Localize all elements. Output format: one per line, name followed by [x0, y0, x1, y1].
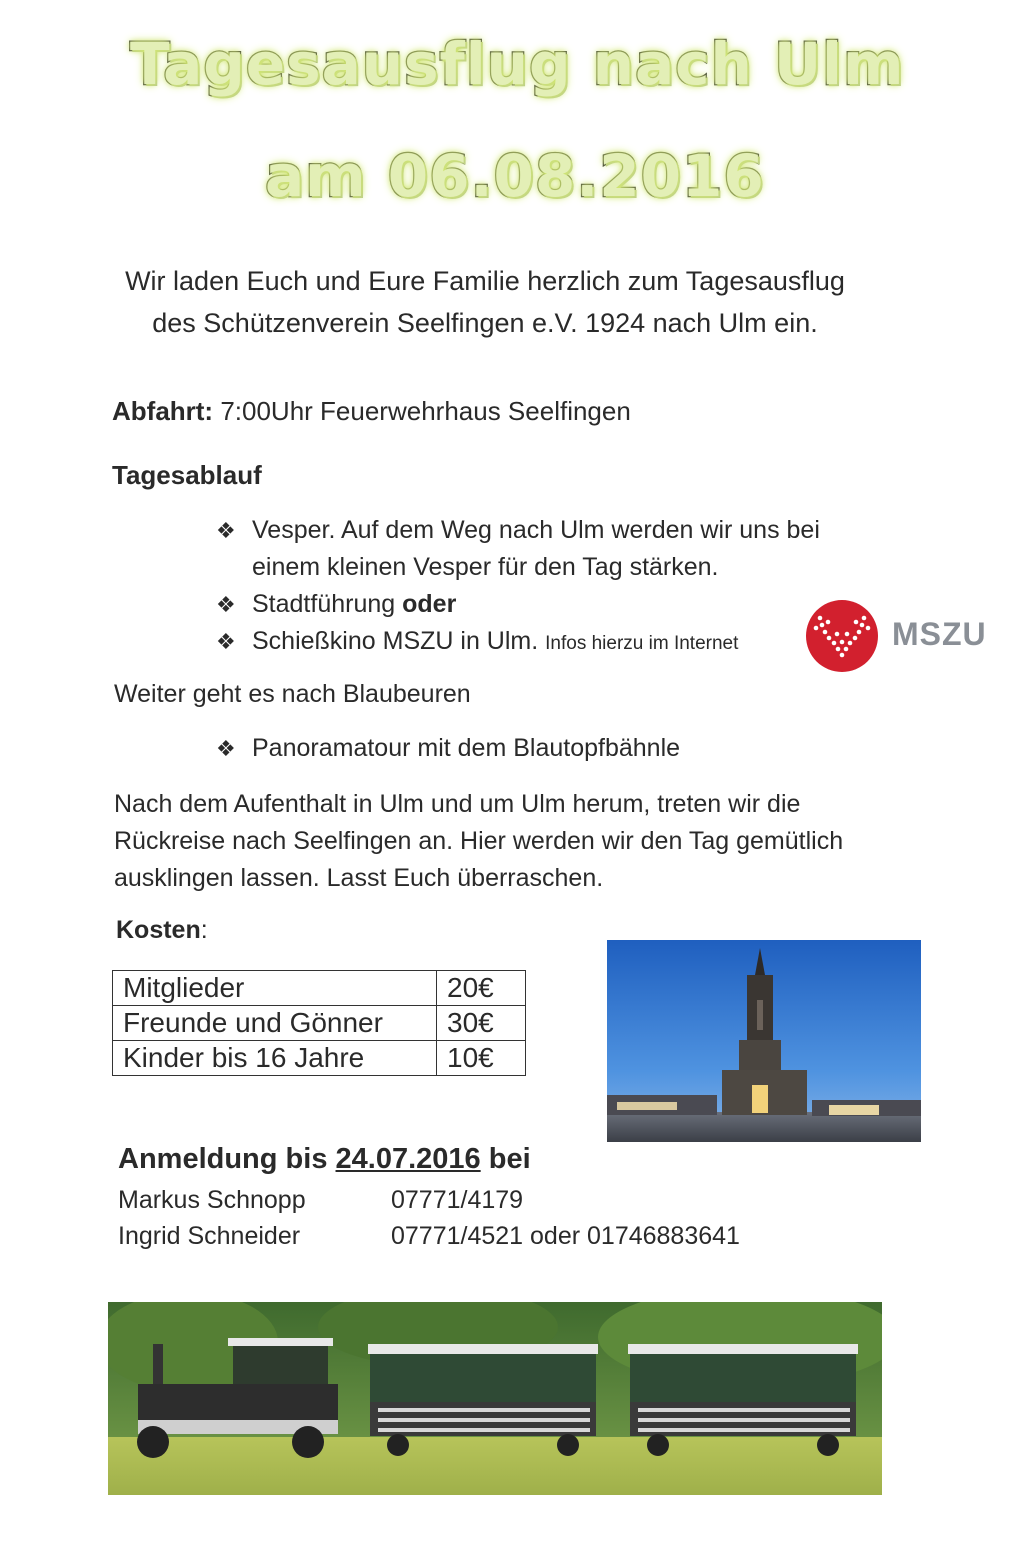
- return-paragraph: [114, 786, 934, 897]
- registration-date: 24.07.2016: [335, 1143, 481, 1175]
- table-row: [113, 1041, 526, 1076]
- title-line-2: am 06.08.2016: [265, 142, 765, 210]
- list-item: [216, 730, 680, 767]
- bullet-icon: ❖: [216, 592, 236, 617]
- item3-text: Schießkino MSZU in Ulm.: [252, 627, 539, 655]
- contact-row: [118, 1218, 740, 1254]
- list-item: [216, 512, 916, 586]
- contact-phone: 07771/4521 oder 01746883641: [391, 1222, 740, 1250]
- schedule-list-2: [216, 730, 680, 767]
- contact-row: [118, 1182, 740, 1218]
- cost-group: Mitglieder: [113, 971, 437, 1006]
- bullet-icon: ❖: [216, 518, 236, 543]
- ulm-minster-photo: [607, 940, 921, 1142]
- return-line-1: Nach dem Aufenthalt in Ulm und um Ulm herum, treten wir die: [114, 790, 801, 818]
- item2-bold: oder: [402, 590, 457, 618]
- cost-price: 30€: [437, 1006, 526, 1041]
- cost-price: 20€: [437, 971, 526, 1006]
- registration-prefix: Anmeldung bis: [118, 1143, 328, 1175]
- title-line-1: Tagesausflug nach Ulm: [130, 30, 905, 98]
- return-line-2: Rückreise nach Seelfingen an. Hier werden wir den Tag gemütlich: [114, 827, 844, 855]
- costs-label: Kosten: [116, 916, 201, 944]
- return-line-3: ausklingen lassen. Lasst Euch überraschen.: [114, 864, 604, 892]
- intro-text: [35, 260, 935, 344]
- item1-line2: einem kleinen Vesper für den Tag stärken.: [252, 553, 719, 581]
- table-row: [113, 971, 526, 1006]
- contact-name: Markus Schnopp: [118, 1186, 306, 1214]
- departure-value: 7:00Uhr Feuerwehrhaus Seelfingen: [220, 396, 631, 426]
- item4-text: Panoramatour mit dem Blautopfbähnle: [252, 734, 681, 762]
- bullet-icon: ❖: [216, 629, 236, 654]
- intro-line-2: des Schützenverein Seelfingen e.V. 1924 nach Ulm ein.: [152, 308, 818, 338]
- mszu-logo: [804, 598, 987, 678]
- schedule-heading: Tagesablauf: [112, 460, 262, 490]
- intro-line-1: Wir laden Euch und Eure Familie herzlich zum Tagesausflug: [125, 266, 845, 296]
- departure-label: Abfahrt:: [112, 396, 214, 426]
- registration-suffix: bei: [488, 1143, 531, 1175]
- table-row: [113, 1006, 526, 1041]
- costs-table: [112, 970, 526, 1076]
- costs-heading: [116, 916, 208, 945]
- cost-group: Kinder bis 16 Jahre: [113, 1041, 437, 1076]
- contact-phone: 07771/4179: [391, 1186, 524, 1214]
- item2-text: Stadtführung: [252, 590, 396, 618]
- bullet-icon: ❖: [216, 736, 236, 761]
- mszu-logo-text: MSZU: [892, 616, 987, 652]
- cost-group: Freunde und Gönner: [113, 1006, 437, 1041]
- item1-line1: Vesper. Auf dem Weg nach Ulm werden wir uns bei: [252, 516, 820, 544]
- contact-name: Ingrid Schneider: [118, 1222, 301, 1250]
- costs-colon: :: [200, 916, 208, 944]
- contacts-list: [118, 1182, 740, 1254]
- item3-small: Infos hierzu im Internet: [545, 633, 739, 654]
- departure-line: [112, 396, 631, 427]
- continue-text: Weiter geht es nach Blaubeuren: [114, 680, 471, 708]
- registration-heading: [118, 1143, 531, 1176]
- blautopfbaehnle-photo: [108, 1302, 882, 1495]
- antler-icon: [804, 598, 880, 674]
- cost-price: 10€: [437, 1041, 526, 1076]
